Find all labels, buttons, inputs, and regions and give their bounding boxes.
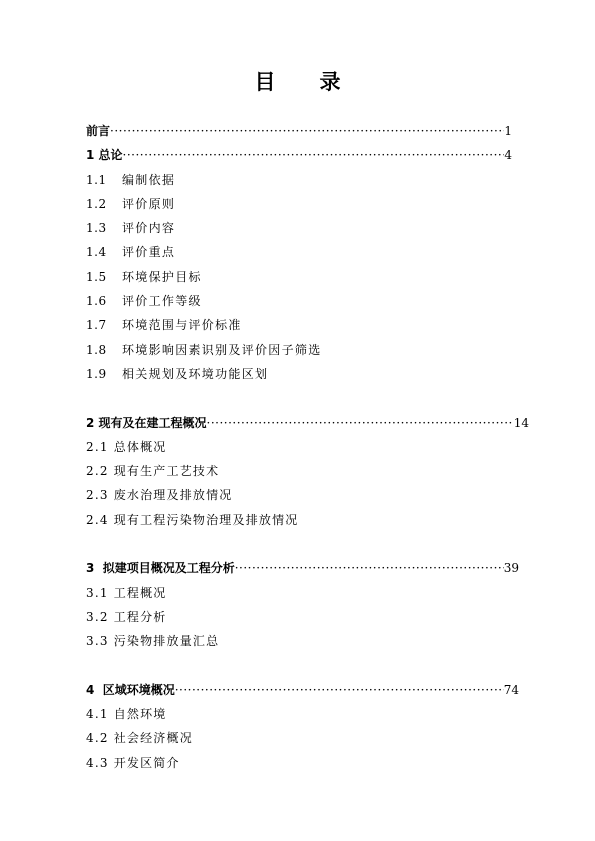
toc-entry-4-3[interactable] [86,751,546,775]
toc-entry-chapter-3[interactable] [86,556,519,580]
dot-leader [235,556,504,580]
toc-entry-chapter-2[interactable] [86,411,529,435]
toc-entry-label: 2.2 现有生产工艺技术 [86,464,220,479]
toc-entry-chapter-4[interactable] [86,678,519,702]
toc-page-number: 74 [503,682,519,697]
toc-entry-3-2[interactable] [86,605,546,629]
toc-entry-number: 1.5 [86,269,107,284]
dot-leader [110,119,504,143]
section-spacer [86,386,546,410]
toc-entry-number: 1.1 [86,172,107,187]
table-of-contents [86,119,546,775]
toc-entry-3-3[interactable] [86,629,546,653]
toc-entry-label: 2 现有及在建工程概况 [86,415,207,430]
toc-entry-2-3[interactable] [86,483,546,507]
toc-entry-label: 评价原则 [122,196,176,211]
toc-entry-label: 4.1 自然环境 [86,707,167,722]
toc-entry-number: 1.9 [86,366,107,381]
toc-entry-label: 1 总论 [86,148,123,163]
toc-entry-2-4[interactable] [86,508,546,532]
toc-entry-number: 1.6 [86,294,107,309]
toc-entry-label: 前言 [86,124,111,138]
toc-entry-preface[interactable] [86,119,512,143]
toc-entry-label: 环境影响因素识别及评价因子筛选 [122,342,322,357]
page-title: 目录 [254,70,385,94]
toc-entry-1-1[interactable] [86,168,546,192]
toc-entry-label: 3.1 工程概况 [86,585,167,600]
toc-entry-label: 环境范围与评价标准 [122,318,242,333]
toc-entry-label: 环境保护目标 [122,269,202,284]
toc-entry-3-1[interactable] [86,581,546,605]
toc-entry-label: 2.4 现有工程污染物治理及排放情况 [86,512,299,527]
section-spacer [86,532,546,556]
toc-entry-label: 相关规划及环境功能区划 [122,366,269,381]
toc-entry-number: 1.2 [86,196,107,211]
toc-entry-label: 3 拟建项目概况及工程分析 [86,561,235,576]
toc-entry-number: 1.3 [86,221,107,236]
toc-entry-number: 1.7 [86,318,107,333]
toc-entry-1-5[interactable] [86,265,546,289]
toc-entry-label: 3.2 工程分析 [86,609,167,624]
toc-entry-1-8[interactable] [86,338,546,362]
toc-entry-2-2[interactable] [86,459,546,483]
toc-entry-chapter-1[interactable] [86,143,512,167]
toc-entry-label: 4 区域环境概况 [86,682,175,697]
toc-page-number: 39 [503,561,519,576]
toc-entry-label: 评价重点 [122,245,176,260]
toc-entry-1-2[interactable] [86,192,546,216]
toc-entry-1-4[interactable] [86,240,546,264]
toc-entry-label: 4.3 开发区简介 [86,755,180,770]
toc-entry-label: 2.3 废水治理及排放情况 [86,488,233,503]
toc-entry-label: 评价内容 [122,221,176,236]
toc-entry-2-1[interactable] [86,435,546,459]
toc-entry-label: 评价工作等级 [122,294,202,309]
toc-entry-1-9[interactable] [86,362,546,386]
toc-entry-label: 编制依据 [122,172,176,187]
toc-entry-number: 1.8 [86,342,107,357]
toc-entry-1-3[interactable] [86,216,546,240]
toc-entry-label: 2.1 总体概况 [86,439,167,454]
dot-leader [207,411,514,435]
section-spacer [86,654,546,678]
toc-entry-1-7[interactable] [86,313,546,337]
toc-entry-label: 4.2 社会经济概况 [86,731,193,746]
toc-entry-4-1[interactable] [86,702,546,726]
toc-page-number: 4 [504,148,512,163]
toc-page-number: 14 [513,415,529,430]
toc-entry-label: 3.3 污染物排放量汇总 [86,634,220,649]
dot-leader [175,678,504,702]
toc-entry-number: 1.4 [86,245,107,260]
toc-entry-4-2[interactable] [86,726,546,750]
toc-entry-1-6[interactable] [86,289,546,313]
toc-page-number: 1 [504,124,512,138]
dot-leader [123,143,505,167]
